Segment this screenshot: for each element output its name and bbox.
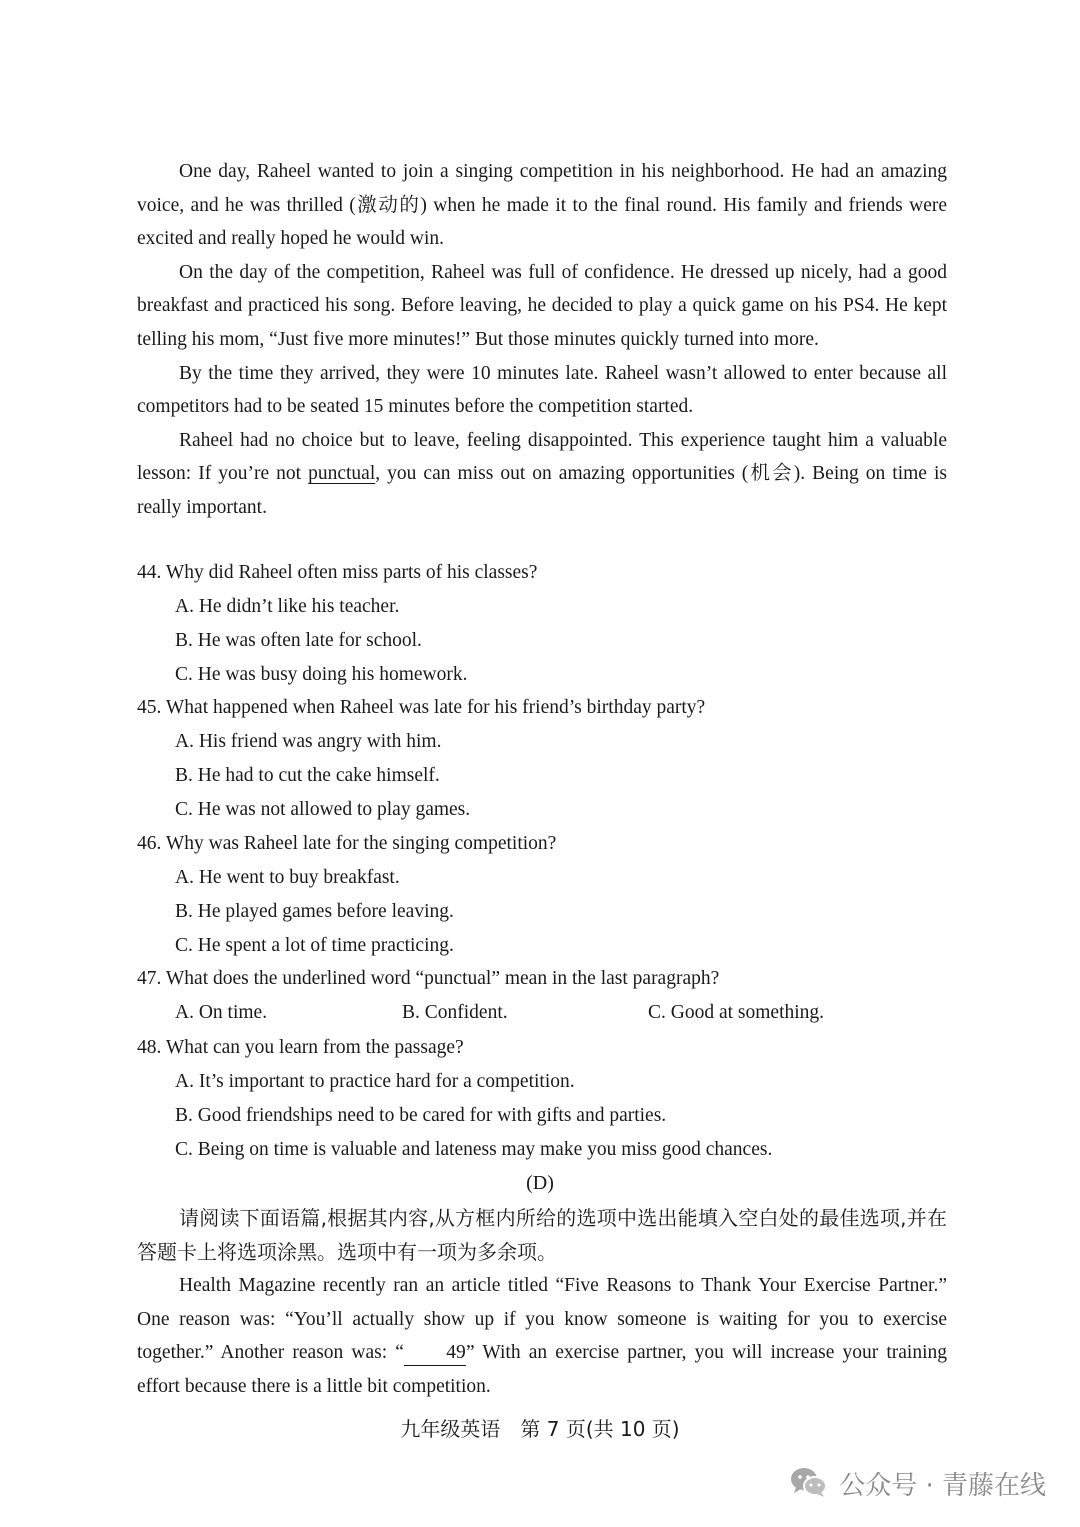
question-44: 44. Why did Raheel often miss parts of his classes? <box>137 562 538 583</box>
page-footer: 九年级英语 第 7 页(共 10 页) <box>400 1417 680 1441</box>
question-46-option-b: B. He played games before leaving. <box>175 901 454 922</box>
underlined-word-punctual: punctual <box>308 463 376 485</box>
question-45-option-c: C. He was not allowed to play games. <box>175 799 471 820</box>
question-48-option-b: B. Good friendships need to be cared for with gifts and parties. <box>175 1105 667 1126</box>
section-d-text-after: ” With an exercise partner, you will increase your training effort because there is a little bit competition. <box>137 1342 947 1397</box>
question-47-option-c: C. Good at something. <box>648 1002 825 1023</box>
section-d-heading: (D) <box>526 1172 554 1194</box>
watermark-text: 公众号 · 青藤在线 <box>839 1470 1046 1501</box>
section-d-text-before: Health Magazine recently ran an article titled “Five Reasons to Thank Your Exercise Partner.” One reason was: “You’ll actually show up if you know someone is waiting for you to exercise together.” Another reason was: “ <box>137 1275 947 1364</box>
question-47-option-b: B. Confident. <box>402 1002 508 1023</box>
question-48-option-c: C. Being on time is valuable and lateness may make you miss good chances. <box>175 1139 773 1160</box>
question-48: 48. What can you learn from the passage? <box>137 1037 464 1058</box>
question-44-option-c: C. He was busy doing his homework. <box>175 664 468 685</box>
passage-paragraph-2: On the day of the competition, Raheel was full of confidence. He dressed up nicely, had a good breakfast and practiced his song. Before leaving, he decided to play a quick game on his PS4. He kept telling his mom, “Just five more minutes!” But those minutes quickly turned into more. <box>137 261 947 350</box>
watermark <box>789 1461 1046 1505</box>
wechat-icon <box>789 1466 829 1500</box>
question-46-option-c: C. He spent a lot of time practicing. <box>175 935 454 956</box>
passage-paragraph-4 <box>137 424 947 525</box>
question-45-option-b: B. He had to cut the cake himself. <box>175 765 440 786</box>
question-44-option-b: B. He was often late for school. <box>175 630 422 651</box>
question-45-option-a: A. His friend was angry with him. <box>175 731 442 752</box>
question-45: 45. What happened when Raheel was late for his friend’s birthday party? <box>137 697 706 718</box>
blank-49: 49 <box>404 1341 466 1366</box>
paragraph-4-before: Raheel had no choice but to leave, feeling disappointed. This experience taught him a valuable lesson: If you’re not <box>137 429 947 485</box>
question-46-option-a: A. He went to buy breakfast. <box>175 867 400 888</box>
section-d-paragraph <box>137 1269 947 1403</box>
question-48-option-a: A. It’s important to practice hard for a competition. <box>175 1071 575 1092</box>
question-44-option-a: A. He didn’t like his teacher. <box>175 596 400 617</box>
passage-paragraph-3: By the time they arrived, they were 10 minutes late. Raheel wasn’t allowed to enter because all competitors had to be seated 15 minutes before the competition started. <box>137 362 947 418</box>
reading-passage <box>137 155 947 525</box>
question-46: 46. Why was Raheel late for the singing competition? <box>137 833 557 854</box>
section-d-instruction: 请阅读下面语篇,根据其内容,从方框内所给的选项中选出能填入空白处的最佳选项,并在答题卡上将选项涂黑。选项中有一项为多余项。 <box>137 1206 947 1264</box>
question-47-option-a: A. On time. <box>175 1002 268 1023</box>
passage-paragraph-1: One day, Raheel wanted to join a singing competition in his neighborhood. He had an amazing voice, and he was thrilled (激动的) when he made it to the final round. His family and friends were excited and really hoped he would win. <box>137 161 947 250</box>
paragraph-4-after: , you can miss out on amazing opportunities (机会). Being on time is really important. <box>137 463 947 518</box>
question-47: 47. What does the underlined word “punctual” mean in the last paragraph? <box>137 968 720 989</box>
